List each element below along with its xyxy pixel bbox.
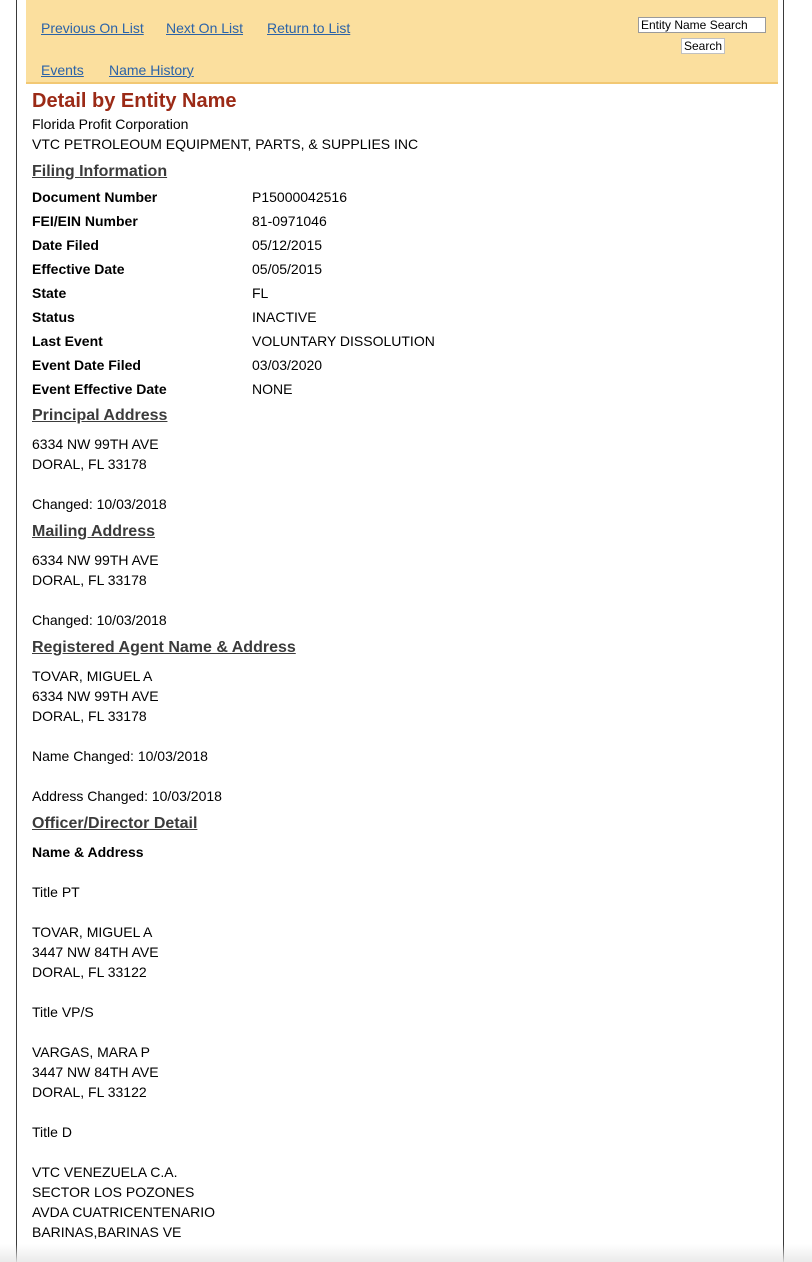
officer-address-line: DORAL, FL 33122 bbox=[32, 1084, 147, 1100]
filing-label: FEI/EIN Number bbox=[32, 213, 138, 229]
previous-on-list-link[interactable]: Previous On List bbox=[41, 20, 144, 36]
filing-value: 05/05/2015 bbox=[252, 261, 323, 277]
filing-value: 05/12/2015 bbox=[252, 237, 323, 253]
filing-label: Last Event bbox=[32, 333, 103, 349]
next-on-list-link[interactable]: Next On List bbox=[166, 20, 244, 36]
filing-row bbox=[32, 209, 772, 233]
filing-row bbox=[32, 329, 772, 353]
mailing-address-heading: Mailing Address bbox=[32, 523, 155, 540]
officer-entry bbox=[32, 1002, 772, 1102]
events-link[interactable]: Events bbox=[41, 62, 84, 78]
officer-address-line: 3447 NW 84TH AVE bbox=[32, 944, 159, 960]
filing-value: FL bbox=[252, 285, 269, 301]
filing-information-heading: Filing Information bbox=[32, 163, 168, 180]
detail-content bbox=[32, 88, 772, 1242]
agent-address-line2: DORAL, FL 33178 bbox=[32, 708, 147, 724]
agent-name-changed: Name Changed: 10/03/2018 bbox=[32, 748, 208, 764]
filing-row bbox=[32, 281, 772, 305]
registered-agent-heading: Registered Agent Name & Address bbox=[32, 639, 296, 656]
bottom-fade bbox=[0, 1244, 812, 1262]
officer-address-line: BARINAS,BARINAS VE bbox=[32, 1224, 182, 1240]
filing-label: State bbox=[32, 285, 67, 301]
filing-label: Date Filed bbox=[32, 237, 99, 253]
filing-row bbox=[32, 185, 772, 209]
filing-label: Status bbox=[32, 309, 75, 325]
filing-label: Effective Date bbox=[32, 261, 125, 277]
officer-entry bbox=[32, 1122, 772, 1242]
filing-information-table bbox=[32, 185, 772, 401]
officer-title: Title D bbox=[32, 1124, 72, 1140]
officer-title: Title PT bbox=[32, 884, 80, 900]
page-title: Detail by Entity Name bbox=[32, 90, 237, 112]
mailing-address-changed: Changed: 10/03/2018 bbox=[32, 612, 167, 628]
filing-label: Event Date Filed bbox=[32, 357, 141, 373]
mailing-address-line2: DORAL, FL 33178 bbox=[32, 572, 147, 588]
filing-value: 81-0971046 bbox=[252, 213, 327, 229]
principal-address-line2: DORAL, FL 33178 bbox=[32, 456, 147, 472]
officer-address-line: 3447 NW 84TH AVE bbox=[32, 1064, 159, 1080]
filing-row bbox=[32, 353, 772, 377]
officer-address-line: SECTOR LOS POZONES bbox=[32, 1184, 195, 1200]
top-navigation-bar bbox=[26, 0, 778, 84]
filing-row bbox=[32, 377, 772, 401]
filing-row bbox=[32, 233, 772, 257]
name-history-link[interactable]: Name History bbox=[109, 62, 194, 78]
filing-label: Document Number bbox=[32, 189, 158, 205]
principal-address-changed: Changed: 10/03/2018 bbox=[32, 496, 167, 512]
filing-row bbox=[32, 305, 772, 329]
search-button[interactable]: Search bbox=[681, 38, 725, 54]
agent-address-line1: 6334 NW 99TH AVE bbox=[32, 688, 159, 704]
entity-name-search-input[interactable] bbox=[638, 17, 766, 33]
entity-name: VTC PETROLEOUM EQUIPMENT, PARTS, & SUPPLIES INC bbox=[32, 136, 419, 152]
filing-value: VOLUNTARY DISSOLUTION bbox=[252, 333, 435, 349]
officer-name: VARGAS, MARA P bbox=[32, 1044, 150, 1060]
principal-address-line1: 6334 NW 99TH AVE bbox=[32, 436, 159, 452]
mailing-address-line1: 6334 NW 99TH AVE bbox=[32, 552, 159, 568]
officer-name: VTC VENEZUELA C.A. bbox=[32, 1164, 178, 1180]
officer-name: TOVAR, MIGUEL A bbox=[32, 924, 153, 940]
filing-row bbox=[32, 257, 772, 281]
officer-director-heading: Officer/Director Detail bbox=[32, 815, 198, 832]
entity-type: Florida Profit Corporation bbox=[32, 116, 189, 132]
filing-label: Event Effective Date bbox=[32, 381, 167, 397]
officer-address-line: DORAL, FL 33122 bbox=[32, 964, 147, 980]
filing-value: NONE bbox=[252, 381, 293, 397]
officer-title: Title VP/S bbox=[32, 1004, 94, 1020]
officer-address-line: AVDA CUATRICENTENARIO bbox=[32, 1204, 216, 1220]
officer-entry bbox=[32, 882, 772, 982]
officer-name-address-label: Name & Address bbox=[32, 844, 144, 860]
agent-address-changed: Address Changed: 10/03/2018 bbox=[32, 788, 222, 804]
filing-value: 03/03/2020 bbox=[252, 357, 323, 373]
agent-name: TOVAR, MIGUEL A bbox=[32, 668, 153, 684]
return-to-list-link[interactable]: Return to List bbox=[267, 20, 351, 36]
principal-address-heading: Principal Address bbox=[32, 407, 168, 424]
filing-value: INACTIVE bbox=[252, 309, 317, 325]
filing-value: P15000042516 bbox=[252, 189, 347, 205]
